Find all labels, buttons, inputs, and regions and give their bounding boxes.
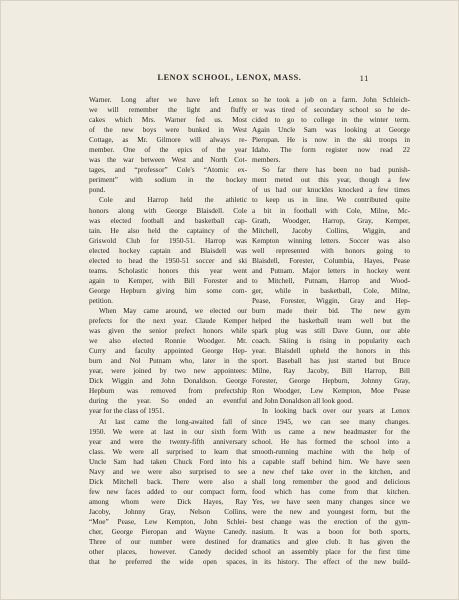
text-line: so he took a job on a farm. John Schleich- (252, 96, 410, 104)
text-line: that he preferred the wide open spaces, (89, 558, 247, 567)
text-line: best change was the erection of the gym- (252, 517, 410, 526)
text-line: “Moe” Pease, Lew Kempton, John Schlei- (89, 517, 247, 526)
text-line: Cottage, as Mr. Gilmore will always re- (89, 136, 247, 145)
text-line: smooth-running machine with the help of (252, 447, 410, 456)
text-line: food which has come from that kitchen. (252, 487, 410, 496)
text-line: spark plug was still Dave Gunn, our able (252, 327, 410, 336)
text-line: school. He has formed the school into a (252, 437, 410, 446)
text-line: pond. (89, 186, 106, 195)
running-head (0, 73, 459, 85)
text-line: So far there has been no bad punish- (262, 166, 410, 175)
text-line: Hepburn was removed from prefectship (89, 387, 247, 396)
text-line: members. (252, 156, 281, 165)
text-line: Uncle Sam had taken Chuck Ford into his (89, 457, 247, 466)
text-line: was elected football and basketball cap- (89, 216, 247, 225)
text-line: year, were joined by two new appointees: (89, 367, 247, 376)
text-line: a new chef take over in the kitchen, and (252, 467, 410, 476)
text-line: George Hepburn giving him some com- (89, 286, 247, 295)
text-line: When May came around, we elected our (99, 306, 247, 315)
text-line: Dick Wiggin and John Donaldson. George (89, 377, 247, 386)
text-line: to Mitchell, Putnam, Harrop and Wood- (252, 276, 410, 285)
text-line: cakes which Mrs. Warner fed us. Most (89, 116, 247, 125)
text-line: Dick Mitchell back. There were also a (89, 477, 247, 486)
text-line: to keep us in line. We contributed quite (252, 196, 410, 205)
text-line: At last came the long-awaited fall of (99, 417, 247, 426)
text-line: prefects for the next year. Claude Kemper (89, 317, 247, 326)
left-text-column (89, 95, 247, 567)
text-line: cher, George Pieropan and Wayne Canedy. (89, 528, 247, 537)
text-line: of us had our knuckles knocked a few times (252, 186, 410, 195)
text-line: and John Donaldson all look good. (252, 397, 354, 406)
text-line: Blaisdell, Forester, Columbia, Hayes, Pease (252, 256, 410, 265)
text-line: elected to head the 1950-51 soccer and ski (89, 256, 247, 265)
text-line: sport. Baseball has just started but Bruce (252, 357, 410, 366)
text-line: Yes, we have seen many changes since we (252, 497, 410, 506)
text-line: few new faces added to our compact form, (89, 487, 247, 496)
text-line: was the war between West and North Cot- (89, 156, 247, 165)
text-line: 1950. We were at last in our sixth form (89, 427, 247, 436)
text-line: Jacoby, Johnny Gray, Nelson Collins, (89, 507, 247, 516)
text-line: a bit in football with Cole, Milne, Mc- (252, 206, 410, 215)
text-line: Again Uncle Sam was looking at George (252, 126, 410, 135)
text-line: In looking back over our years at Lenox (262, 407, 410, 416)
text-line: we will remember the light and fluffy (89, 106, 247, 115)
text-line: burn made their bid. The new gym (252, 306, 410, 315)
text-line: again to Kemper, with Bill Forester and (89, 276, 247, 285)
text-line: Kempton winning letters. Soccer was also (252, 236, 410, 245)
text-line: year. Blaisdell upheld the honors in this (252, 347, 410, 356)
text-line: With us came a new headmaster for the (252, 427, 410, 436)
text-line: Milne, Ray Jacoby, Bill Harrop, Bill (252, 367, 410, 376)
text-line: Forester, George Hepburn, Johnny Gray, (252, 377, 410, 386)
text-line: Pieropan. He is now in the ski troops in (252, 136, 410, 145)
text-line: tain. He also held the captaincy of the (89, 226, 247, 235)
text-line: other places, however. Canedy decided (89, 548, 247, 557)
text-line: honors along with George Blaisdell. Cole (89, 206, 247, 215)
page-number: 11 (359, 73, 369, 83)
text-line: petition. (89, 296, 113, 305)
text-line: shall long remember the good and delicious (252, 477, 410, 486)
text-line: burn and Nol Putnam who, later in the (89, 357, 247, 366)
text-line: of the new boys were bunked in West (89, 126, 247, 135)
text-line: helped the basketball team well but the (252, 317, 410, 326)
text-line: a capable staff behind him. We have seen (252, 457, 410, 466)
text-line: Curry and faculty appointed George Hep- (89, 347, 247, 356)
text-line: Three of our number were destined for (89, 538, 247, 547)
text-line: Cole and Harrop held the athletic (99, 196, 247, 205)
text-line: since 1945, we can see many changes. (252, 417, 410, 426)
text-line: Ron Woodger, Lew Kempton, Moe Pease (252, 387, 410, 396)
text-line: and Putnam. Major letters in hockey went (252, 266, 410, 275)
text-line: year for the class of 1951. (89, 407, 165, 416)
text-line: coach. Skiing is rising in popularity each (252, 337, 410, 346)
text-line: we also elected Ronnie Woodger. Mr. (89, 337, 247, 346)
text-line: among whom were Dick Hayes, Ray (89, 497, 247, 506)
text-line: tages, and “professor” Cole's “Atomic ex- (89, 166, 247, 175)
text-line: during the year. So ended an eventful (89, 397, 247, 406)
text-line: Grath, Woodger, Harrop, Gray, Kemper, (252, 216, 410, 225)
right-text-column (252, 95, 410, 567)
text-line: Pease, Forester, Wiggin, Gray and Hep- (252, 296, 410, 305)
text-line: elected hockey captain and Blaisdell was (89, 246, 247, 255)
text-line: dramatics and glee club. It has given the (252, 538, 410, 547)
text-line: cided to go to college in the winter term. (252, 116, 410, 125)
text-line: teams. Scholastic honors this year went (89, 266, 247, 275)
running-title: LENOX SCHOOL, LENOX, MASS. (157, 73, 302, 82)
text-line: in its history. The effect of the new build- (252, 558, 410, 567)
text-line: Navy and we were also surprised to see (89, 467, 247, 476)
text-line: ment meted out this year, though a few (252, 176, 410, 185)
text-line: year and were the twenty-fifth anniversary (89, 437, 247, 446)
text-line: Griswold Club for 1950-51. Harrop was (89, 236, 247, 245)
text-line: class. We were all surprised to learn that (89, 447, 247, 456)
text-line: Mitchell, Jacoby Collins, Wiggin, and (252, 226, 410, 235)
text-line: Idaho. The form register now read 22 (252, 146, 410, 155)
text-line: Warner. Long after we have left Lenox (89, 96, 247, 104)
text-line: were the new and youngest form, but the (252, 507, 410, 516)
text-line: well represented with honors going to (252, 246, 410, 255)
text-line: periment” with sodium in the hockey (89, 176, 247, 185)
text-line: ger, while in basketball, Cole, Milne, (252, 286, 410, 295)
text-line: school an assembly place for the first time (252, 548, 410, 557)
text-line: nasium. It was a boon for both sports, (252, 528, 410, 537)
text-line: er was tired of secondary school so he de- (252, 106, 410, 115)
text-line: member. One of the epics of the year (89, 146, 247, 155)
text-line: was given the senior prefect honors while (89, 327, 247, 336)
